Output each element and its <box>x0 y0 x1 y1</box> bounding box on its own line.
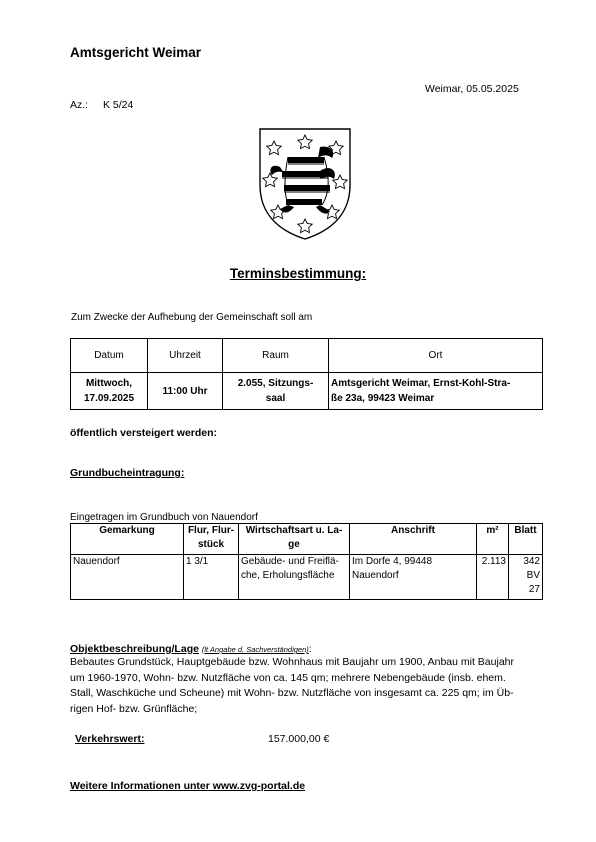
description-line: Stall, Waschküche und Scheune) mit Wohn- bzw. Nutzfläche von insgesamt ca. 225 qm; im Üb- <box>70 687 514 699</box>
description-line: rigen Hof- bzw. Grünfläche; <box>70 702 198 715</box>
table-header-row <box>71 339 543 373</box>
object-heading-note: (lt Angabe d. Sachverständigen) <box>201 645 309 654</box>
place-date: Weimar, 05.05.2025 <box>425 83 519 95</box>
header-wirtschaftsart: Wirtschaftsart u. La- ge <box>239 524 350 555</box>
case-number-label: Az.: <box>70 99 89 111</box>
cell-gemarkung: Nauendorf <box>71 555 184 600</box>
object-heading-colon: : <box>308 643 312 655</box>
cell-anschrift: Im Dorfe 4, 99448 Nauendorf <box>350 555 477 600</box>
header-anschrift: Anschrift <box>350 524 477 555</box>
cell-m2: 2.113 <box>477 555 509 600</box>
appointment-table <box>70 338 543 410</box>
cell-uhrzeit: 11:00 Uhr <box>148 373 223 410</box>
header-m2: m² <box>477 524 509 555</box>
coat-of-arms-crest <box>258 127 352 241</box>
cell-flur: 1 3/1 <box>184 555 239 600</box>
land-register-table <box>70 523 543 600</box>
header-blatt: Blatt <box>509 524 543 555</box>
table-row <box>71 373 543 410</box>
table-header-row <box>71 524 543 555</box>
description-line: um 1960-1970, Wohn- bzw. Nutzfläche von ca. 145 qm; mehrere Nebengebäude (insb. ehem. <box>70 671 506 684</box>
case-number: K 5/24 <box>103 99 134 111</box>
cell-blatt: 342 BV 27 <box>509 555 543 600</box>
intro-text: Zum Zwecke der Aufhebung der Gemeinschaft soll am <box>71 312 313 323</box>
header-raum: Raum <box>223 339 329 373</box>
header-flur: Flur, Flur- stück <box>184 524 239 555</box>
cell-ort: Amtsgericht Weimar, Ernst-Kohl-Stra- ße 23a, 99423 Weimar <box>329 373 543 410</box>
header-gemarkung: Gemarkung <box>71 524 184 555</box>
court-name: Amtsgericht Weimar <box>70 45 202 60</box>
object-description-heading <box>70 643 312 655</box>
object-heading-label: Objektbeschreibung/Lage <box>70 643 199 655</box>
description-line: Bebautes Grundstück, Hauptgebäude bzw. Wohnhaus mit Baujahr um 1900, Anbau mit Baujahr <box>70 656 514 668</box>
table-row <box>71 555 543 600</box>
header-datum: Datum <box>71 339 148 373</box>
cell-wirtschaftsart: Gebäude- und Freiflä- che, Erholungsfläche <box>239 555 350 600</box>
market-value-label: Verkehrswert: <box>75 733 145 745</box>
more-info-link[interactable]: Weitere Informationen unter www.zvg-portal.de <box>70 780 306 792</box>
header-ort: Ort <box>329 339 543 373</box>
auction-statement: öffentlich versteigert werden: <box>70 427 218 439</box>
market-value-amount: 157.000,00 € <box>268 733 330 745</box>
document-title: Terminsbestimmung: <box>229 266 367 281</box>
land-register-heading: Grundbucheintragung: <box>70 467 185 479</box>
header-uhrzeit: Uhrzeit <box>148 339 223 373</box>
cell-datum: Mittwoch, 17.09.2025 <box>71 373 148 410</box>
object-description-text <box>70 655 542 717</box>
land-register-intro: Eingetragen im Grundbuch von Nauendorf <box>70 512 258 523</box>
cell-raum: 2.055, Sitzungs- saal <box>223 373 329 410</box>
